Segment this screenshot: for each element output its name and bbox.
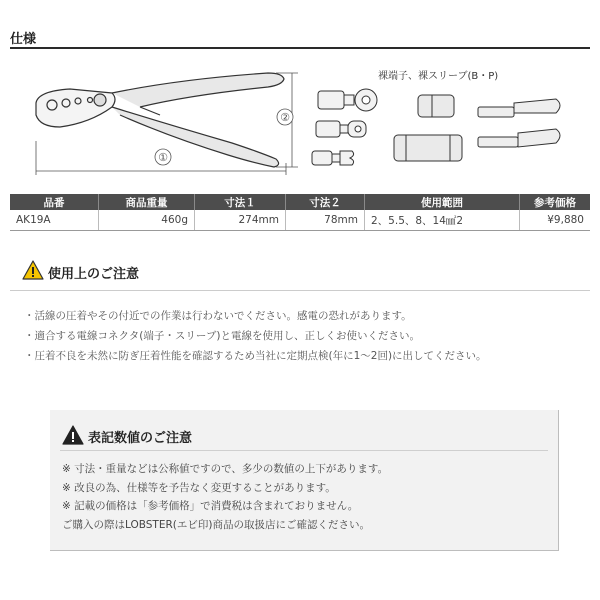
cell-weight: 460g [99,210,195,231]
dimension-marker-1: ① [158,151,168,164]
cell-usage-range: 2、5.5、8、14㎟2 [365,210,520,231]
warning-icon [22,260,44,280]
spec-title: 仕様 [10,32,37,47]
ring-terminal-image [318,89,377,111]
value-notice-title: 表記数値のご注意 [88,431,193,446]
list-item: ※ 改良の為、仕様等を予告なく変更することがあります。 [62,481,336,494]
value-notice-list [62,460,388,534]
fork-terminal-image [312,151,354,165]
header-dimension-2: 寸法２ [286,194,365,210]
cell-part-number: AK19A [10,210,99,231]
table-row [10,210,590,231]
header-dimension-1: 寸法１ [195,194,286,210]
sleeve-image-1 [418,95,454,117]
pin-terminal-image [478,129,560,147]
spec-divider [10,47,590,49]
list-item: ・圧着不良を未然に防ぎ圧着性能を確認するため当社に定期点検(年に1～2回)に出してください。 [24,350,487,362]
cell-reference-price: ¥9,880 [520,210,591,231]
header-part-number: 品番 [10,194,99,210]
notice-divider [60,450,548,451]
closed-end-terminal-image [478,99,560,117]
value-notice-box [50,410,559,551]
cell-dimension-2: 78mm [286,210,365,231]
spec-table [10,194,590,231]
list-item: ※ 寸法・重量などは公称値ですので、多少の数値の上下があります。 [62,463,389,475]
spec-table-header [10,194,590,210]
usage-caution-title: 使用上のご注意 [48,267,140,282]
list-item: ・活線の圧着やその付近での作業は行わないでください。感電の恐れがあります。 [24,310,412,322]
usage-caution-list [24,306,487,366]
product-illustration [0,55,600,190]
list-item: ※ 記載の価格は「参考価格」で消費税は含まれておりません。 [62,500,359,512]
warning-icon [62,425,84,445]
caution-divider [10,290,590,291]
cell-dimension-1: 274mm [195,210,286,231]
usage-caution-heading [22,258,592,284]
sleeve-image-2 [394,135,462,161]
header-reference-price: 参考価格 [520,194,591,210]
list-item: ・適合する電線コネクタ(端子・スリーブ)と電線を使用し、正しくお使いください。 [24,330,420,342]
dimension-marker-2: ② [280,111,290,124]
bare-terminal-label: 裸端子、裸スリーブ(B・P) [378,71,499,82]
header-weight: 商品重量 [99,194,195,210]
list-item: ご購入の際はLOBSTER(エビ印)商品の取扱店にご確認ください。 [62,518,370,531]
header-usage-range: 使用範囲 [365,194,520,210]
ring-terminal-small-image [316,121,366,137]
